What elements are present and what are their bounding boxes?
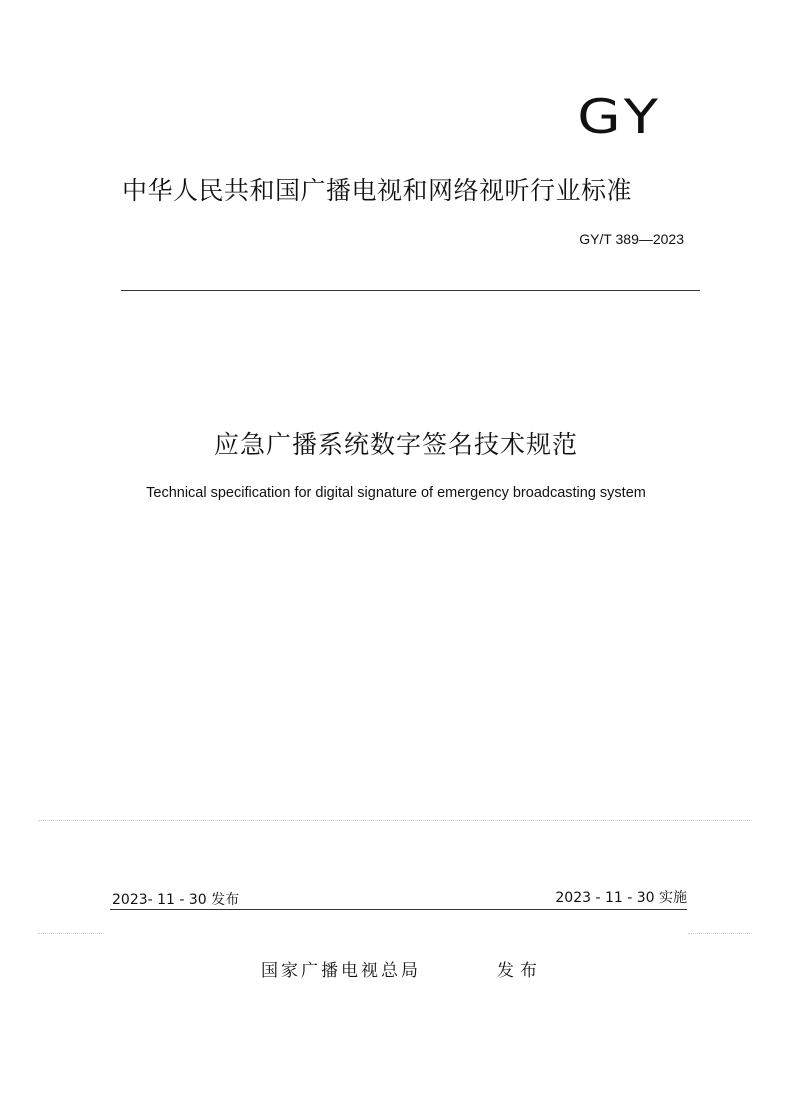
document-title-english: Technical specification for digital signature of emergency broadcasting system — [146, 485, 646, 501]
document-title-chinese: 应急广播系统数字签名技术规范 — [213, 430, 578, 459]
gy-logo: GY — [577, 89, 664, 145]
dates-divider — [110, 909, 687, 910]
dotted-guide-upper — [38, 820, 752, 821]
standard-number: GY/T 389—2023 — [579, 231, 684, 247]
header-divider — [121, 290, 700, 291]
publisher-name: 国家广播电视总局 — [261, 961, 421, 981]
issue-date: 2023- 11 - 30 发布 — [112, 892, 240, 908]
dotted-guide-lower-right — [688, 933, 752, 934]
publish-label: 发布 — [497, 961, 543, 981]
implementation-date: 2023 - 11 - 30 实施 — [555, 890, 687, 906]
organization-title: 中华人民共和国广播电视和网络视听行业标准 — [122, 176, 633, 205]
dotted-guide-lower-left — [38, 933, 104, 934]
